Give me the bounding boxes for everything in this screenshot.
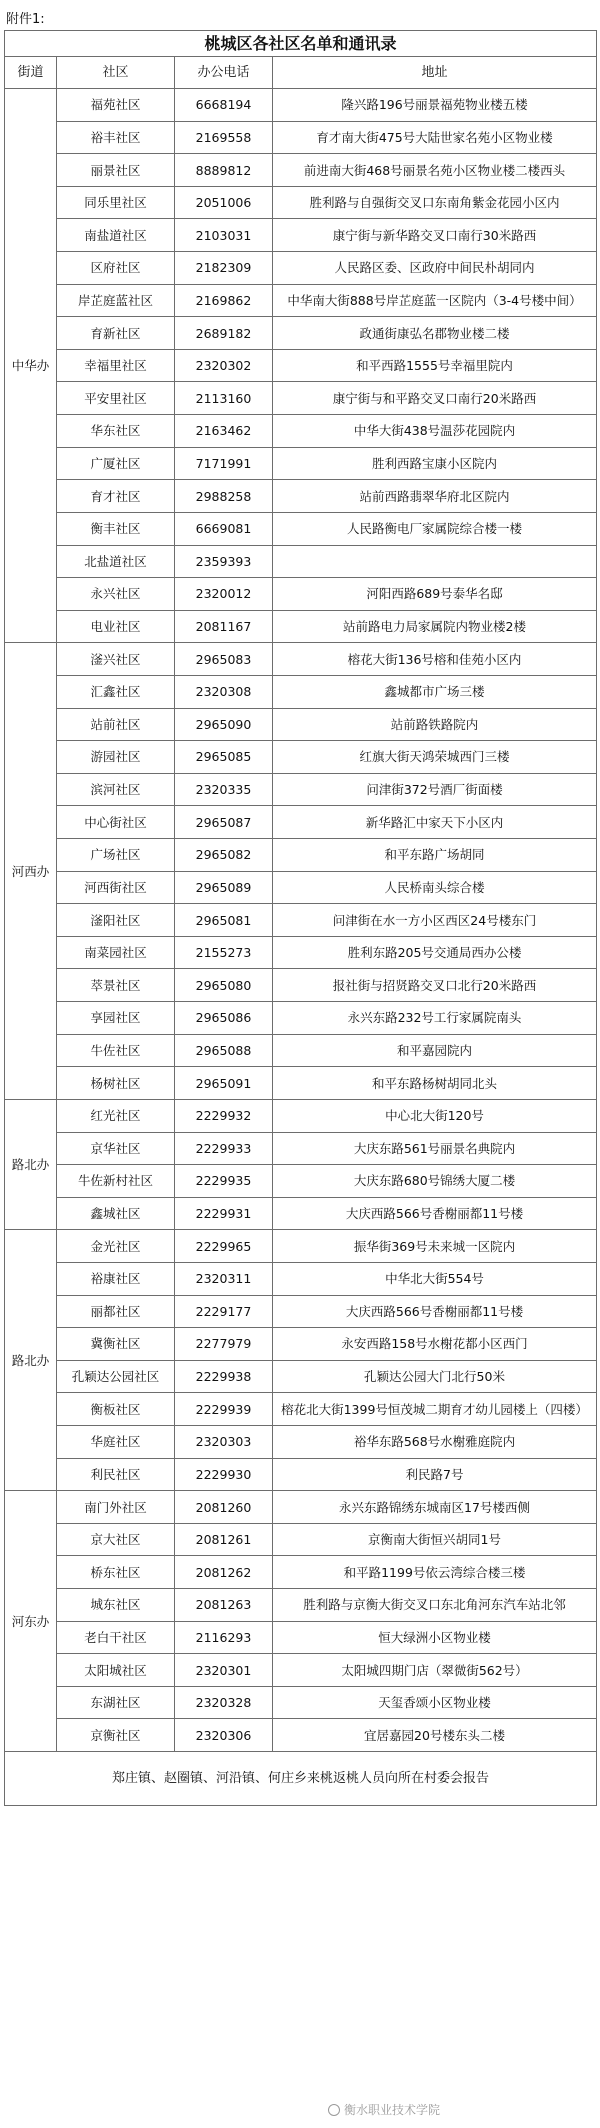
table-row (5, 186, 597, 219)
community-cell: 华庭社区 (57, 1425, 175, 1458)
table-header-row (5, 57, 597, 89)
community-cell: 滨河社区 (57, 773, 175, 806)
table-row (5, 1393, 597, 1426)
address-cell: 大庆西路566号香榭丽都11号楼 (273, 1295, 597, 1328)
phone-cell: 2320335 (175, 773, 273, 806)
phone-cell: 2965088 (175, 1034, 273, 1067)
community-cell: 冀衡社区 (57, 1328, 175, 1361)
address-cell: 中华南大街888号岸芷庭蓝一区院内（3-4号楼中间） (273, 284, 597, 317)
community-cell: 鑫城社区 (57, 1197, 175, 1230)
table-row (5, 610, 597, 643)
address-cell: 恒大绿洲小区物业楼 (273, 1621, 597, 1654)
table-row (5, 643, 597, 676)
community-cell: 电业社区 (57, 610, 175, 643)
phone-cell: 2988258 (175, 480, 273, 513)
table-row (5, 1034, 597, 1067)
community-cell: 区府社区 (57, 252, 175, 285)
community-directory-table (4, 30, 597, 1806)
community-cell: 华东社区 (57, 415, 175, 448)
phone-cell: 2320306 (175, 1719, 273, 1752)
address-cell: 利民路7号 (273, 1458, 597, 1491)
community-cell: 广场社区 (57, 839, 175, 872)
phone-cell: 2965091 (175, 1067, 273, 1100)
address-cell: 和平路1199号依云湾综合楼三楼 (273, 1556, 597, 1589)
community-cell: 丽景社区 (57, 154, 175, 187)
phone-cell: 2229935 (175, 1165, 273, 1198)
table-row (5, 1425, 597, 1458)
table-row (5, 1719, 597, 1752)
phone-cell: 2320303 (175, 1425, 273, 1458)
phone-cell: 2081263 (175, 1589, 273, 1622)
address-cell: 胜利东路205号交通局西办公楼 (273, 936, 597, 969)
address-cell: 胜利路与京衡大街交叉口东北角河东汽车站北邻 (273, 1589, 597, 1622)
header-district: 街道 (5, 57, 57, 89)
table-row (5, 382, 597, 415)
community-cell: 同乐里社区 (57, 186, 175, 219)
table-row (5, 284, 597, 317)
header-community: 社区 (57, 57, 175, 89)
community-cell: 衡板社区 (57, 1393, 175, 1426)
phone-cell: 2320308 (175, 675, 273, 708)
phone-cell: 2965087 (175, 806, 273, 839)
address-cell: 和平嘉园院内 (273, 1034, 597, 1067)
table-row (5, 512, 597, 545)
table-row (5, 578, 597, 611)
table-row (5, 708, 597, 741)
table-row (5, 1099, 597, 1132)
phone-cell: 2965082 (175, 839, 273, 872)
table-row (5, 1262, 597, 1295)
community-cell: 汇鑫社区 (57, 675, 175, 708)
community-cell: 红光社区 (57, 1099, 175, 1132)
phone-cell: 2359393 (175, 545, 273, 578)
address-cell: 天玺香颂小区物业楼 (273, 1686, 597, 1719)
community-cell: 孔颖达公园社区 (57, 1360, 175, 1393)
phone-cell: 2229932 (175, 1099, 273, 1132)
table-row (5, 1067, 597, 1100)
phone-cell: 2320302 (175, 349, 273, 382)
address-cell: 振华街369号未来城一区院内 (273, 1230, 597, 1263)
table-row (5, 1197, 597, 1230)
address-cell: 宜居嘉园20号楼东头二楼 (273, 1719, 597, 1752)
community-cell: 河西街社区 (57, 871, 175, 904)
community-cell: 城东社区 (57, 1589, 175, 1622)
table-row (5, 349, 597, 382)
district-cell: 河西办 (5, 643, 57, 1100)
table-row (5, 219, 597, 252)
address-cell: 前进南大街468号丽景名苑小区物业楼二楼西头 (273, 154, 597, 187)
address-cell: 人民路区委、区政府中间民朴胡同内 (273, 252, 597, 285)
community-cell: 滏阳社区 (57, 904, 175, 937)
phone-cell: 2051006 (175, 186, 273, 219)
address-cell: 大庆东路680号锦绣大厦二楼 (273, 1165, 597, 1198)
community-cell: 南门外社区 (57, 1491, 175, 1524)
community-cell: 北盐道社区 (57, 545, 175, 578)
community-cell: 利民社区 (57, 1458, 175, 1491)
phone-cell: 2229177 (175, 1295, 273, 1328)
table-row (5, 936, 597, 969)
community-cell: 裕康社区 (57, 1262, 175, 1295)
community-cell: 福苑社区 (57, 89, 175, 122)
community-cell: 享园社区 (57, 1002, 175, 1035)
table-row (5, 969, 597, 1002)
address-cell: 问津街在水一方小区西区24号楼东门 (273, 904, 597, 937)
phone-cell: 2320311 (175, 1262, 273, 1295)
address-cell: 康宁街与新华路交叉口南行30米路西 (273, 219, 597, 252)
table-row (5, 675, 597, 708)
address-cell: 问津街372号酒厂街面楼 (273, 773, 597, 806)
table-row (5, 1230, 597, 1263)
header-phone: 办公电话 (175, 57, 273, 89)
table-row (5, 1556, 597, 1589)
table-row (5, 154, 597, 187)
phone-cell: 2081262 (175, 1556, 273, 1589)
table-row (5, 1360, 597, 1393)
community-cell: 滏兴社区 (57, 643, 175, 676)
address-cell: 裕华东路568号水榭雅庭院内 (273, 1425, 597, 1458)
phone-cell: 2081261 (175, 1523, 273, 1556)
community-cell: 东湖社区 (57, 1686, 175, 1719)
address-cell: 和平东路广场胡同 (273, 839, 597, 872)
table-row (5, 1132, 597, 1165)
phone-cell: 2163462 (175, 415, 273, 448)
table-row (5, 1523, 597, 1556)
table-row (5, 1458, 597, 1491)
community-cell: 育新社区 (57, 317, 175, 350)
community-cell: 京衡社区 (57, 1719, 175, 1752)
community-cell: 萃景社区 (57, 969, 175, 1002)
community-cell: 老白干社区 (57, 1621, 175, 1654)
phone-cell: 2965090 (175, 708, 273, 741)
phone-cell: 2277979 (175, 1328, 273, 1361)
table-row (5, 904, 597, 937)
address-cell: 中华北大街554号 (273, 1262, 597, 1295)
phone-cell: 2229939 (175, 1393, 273, 1426)
phone-cell: 2103031 (175, 219, 273, 252)
community-cell: 京大社区 (57, 1523, 175, 1556)
table-row (5, 1165, 597, 1198)
phone-cell: 2229965 (175, 1230, 273, 1263)
district-cell: 路北办 (5, 1230, 57, 1491)
phone-cell: 2689182 (175, 317, 273, 350)
phone-cell: 2965089 (175, 871, 273, 904)
address-cell: 孔颖达公园大门北行50米 (273, 1360, 597, 1393)
table-row (5, 545, 597, 578)
district-cell: 中华办 (5, 89, 57, 643)
address-cell: 站前路电力局家属院内物业楼2楼 (273, 610, 597, 643)
address-cell: 大庆东路561号丽景名典院内 (273, 1132, 597, 1165)
address-cell: 报社街与招贤路交叉口北行20米路西 (273, 969, 597, 1002)
table-row (5, 741, 597, 774)
community-cell: 衡丰社区 (57, 512, 175, 545)
address-cell: 太阳城四期门店（翠微街562号） (273, 1654, 597, 1687)
phone-cell: 2965085 (175, 741, 273, 774)
phone-cell: 2113160 (175, 382, 273, 415)
table-row (5, 1491, 597, 1524)
table-row (5, 480, 597, 513)
phone-cell: 2169558 (175, 121, 273, 154)
table-row (5, 89, 597, 122)
phone-cell: 7171991 (175, 447, 273, 480)
table-row (5, 1589, 597, 1622)
phone-cell: 2965083 (175, 643, 273, 676)
phone-cell: 2182309 (175, 252, 273, 285)
address-cell: 京衡南大街恒兴胡同1号 (273, 1523, 597, 1556)
phone-cell: 2320012 (175, 578, 273, 611)
address-cell: 人民桥南头综合楼 (273, 871, 597, 904)
address-cell: 站前路铁路院内 (273, 708, 597, 741)
phone-cell: 6668194 (175, 89, 273, 122)
address-cell: 隆兴路196号丽景福苑物业楼五楼 (273, 89, 597, 122)
address-cell: 和平东路杨树胡同北头 (273, 1067, 597, 1100)
table-row (5, 1328, 597, 1361)
address-cell: 中华大街438号温莎花园院内 (273, 415, 597, 448)
community-cell: 金光社区 (57, 1230, 175, 1263)
address-cell: 和平西路1555号幸福里院内 (273, 349, 597, 382)
community-cell: 永兴社区 (57, 578, 175, 611)
district-cell: 路北办 (5, 1099, 57, 1229)
phone-cell: 2229933 (175, 1132, 273, 1165)
phone-cell: 2081167 (175, 610, 273, 643)
attachment-label: 附件1: (6, 12, 45, 27)
community-cell: 游园社区 (57, 741, 175, 774)
phone-cell: 2965086 (175, 1002, 273, 1035)
table-row (5, 871, 597, 904)
community-cell: 裕丰社区 (57, 121, 175, 154)
community-cell: 育才社区 (57, 480, 175, 513)
address-cell: 榕花北大街1399号恒茂城二期育才幼儿园楼上（四楼） (273, 1393, 597, 1426)
address-cell: 大庆西路566号香榭丽都11号楼 (273, 1197, 597, 1230)
address-cell: 康宁街与和平路交叉口南行20米路西 (273, 382, 597, 415)
community-cell: 中心街社区 (57, 806, 175, 839)
header-address: 地址 (273, 57, 597, 89)
table-row (5, 1002, 597, 1035)
footer-row (5, 1752, 597, 1806)
phone-cell: 2155273 (175, 936, 273, 969)
phone-cell: 8889812 (175, 154, 273, 187)
address-cell: 永安西路158号水榭花都小区西门 (273, 1328, 597, 1361)
community-cell: 牛佐新村社区 (57, 1165, 175, 1198)
community-cell: 岸芷庭蓝社区 (57, 284, 175, 317)
phone-cell: 2320328 (175, 1686, 273, 1719)
table-row (5, 773, 597, 806)
phone-cell: 2116293 (175, 1621, 273, 1654)
address-cell: 河阳西路689号泰华名邸 (273, 578, 597, 611)
address-cell: 红旗大街天鸿荣城西门三楼 (273, 741, 597, 774)
address-cell: 胜利西路宝康小区院内 (273, 447, 597, 480)
community-cell: 桥东社区 (57, 1556, 175, 1589)
community-cell: 牛佐社区 (57, 1034, 175, 1067)
community-cell: 南盐道社区 (57, 219, 175, 252)
community-cell: 杨树社区 (57, 1067, 175, 1100)
phone-cell: 2229931 (175, 1197, 273, 1230)
community-cell: 广厦社区 (57, 447, 175, 480)
table-row (5, 447, 597, 480)
community-cell: 平安里社区 (57, 382, 175, 415)
phone-cell: 6669081 (175, 512, 273, 545)
phone-cell: 2169862 (175, 284, 273, 317)
community-cell: 太阳城社区 (57, 1654, 175, 1687)
district-cell: 河东办 (5, 1491, 57, 1752)
table-row (5, 121, 597, 154)
phone-cell: 2229938 (175, 1360, 273, 1393)
watermark (328, 2101, 440, 2118)
community-cell: 丽都社区 (57, 1295, 175, 1328)
table-row (5, 839, 597, 872)
camera-icon (328, 2104, 340, 2116)
address-cell: 鑫城都市广场三楼 (273, 675, 597, 708)
address-cell: 永兴东路232号工行家属院南头 (273, 1002, 597, 1035)
address-cell: 中心北大街120号 (273, 1099, 597, 1132)
address-cell: 站前西路翡翠华府北区院内 (273, 480, 597, 513)
phone-cell: 2229930 (175, 1458, 273, 1491)
table-row (5, 415, 597, 448)
table-title: 桃城区各社区名单和通讯录 (5, 31, 597, 57)
phone-cell: 2320301 (175, 1654, 273, 1687)
table-row (5, 1295, 597, 1328)
address-cell: 胜利路与自强街交叉口东南角紫金花园小区内 (273, 186, 597, 219)
table-row (5, 252, 597, 285)
address-cell: 人民路衡电厂家属院综合楼一楼 (273, 512, 597, 545)
address-cell: 榕花大街136号榕和佳苑小区内 (273, 643, 597, 676)
table-title-row (5, 31, 597, 57)
address-cell: 新华路汇中家天下小区内 (273, 806, 597, 839)
table-row (5, 317, 597, 350)
community-cell: 幸福里社区 (57, 349, 175, 382)
footer-note: 郑庄镇、赵圈镇、河沿镇、何庄乡来桃返桃人员向所在村委会报告 (5, 1752, 597, 1806)
community-cell: 站前社区 (57, 708, 175, 741)
watermark-text: 衡水职业技术学院 (344, 2103, 441, 2117)
table-row (5, 1686, 597, 1719)
phone-cell: 2081260 (175, 1491, 273, 1524)
table-row (5, 1654, 597, 1687)
address-cell: 政通街康弘名郡物业楼二楼 (273, 317, 597, 350)
community-cell: 京华社区 (57, 1132, 175, 1165)
phone-cell: 2965080 (175, 969, 273, 1002)
address-cell (273, 545, 597, 578)
address-cell: 永兴东路锦绣东城南区17号楼西侧 (273, 1491, 597, 1524)
phone-cell: 2965081 (175, 904, 273, 937)
table-row (5, 1621, 597, 1654)
table-row (5, 806, 597, 839)
community-cell: 南菜园社区 (57, 936, 175, 969)
address-cell: 育才南大街475号大陆世家名苑小区物业楼 (273, 121, 597, 154)
